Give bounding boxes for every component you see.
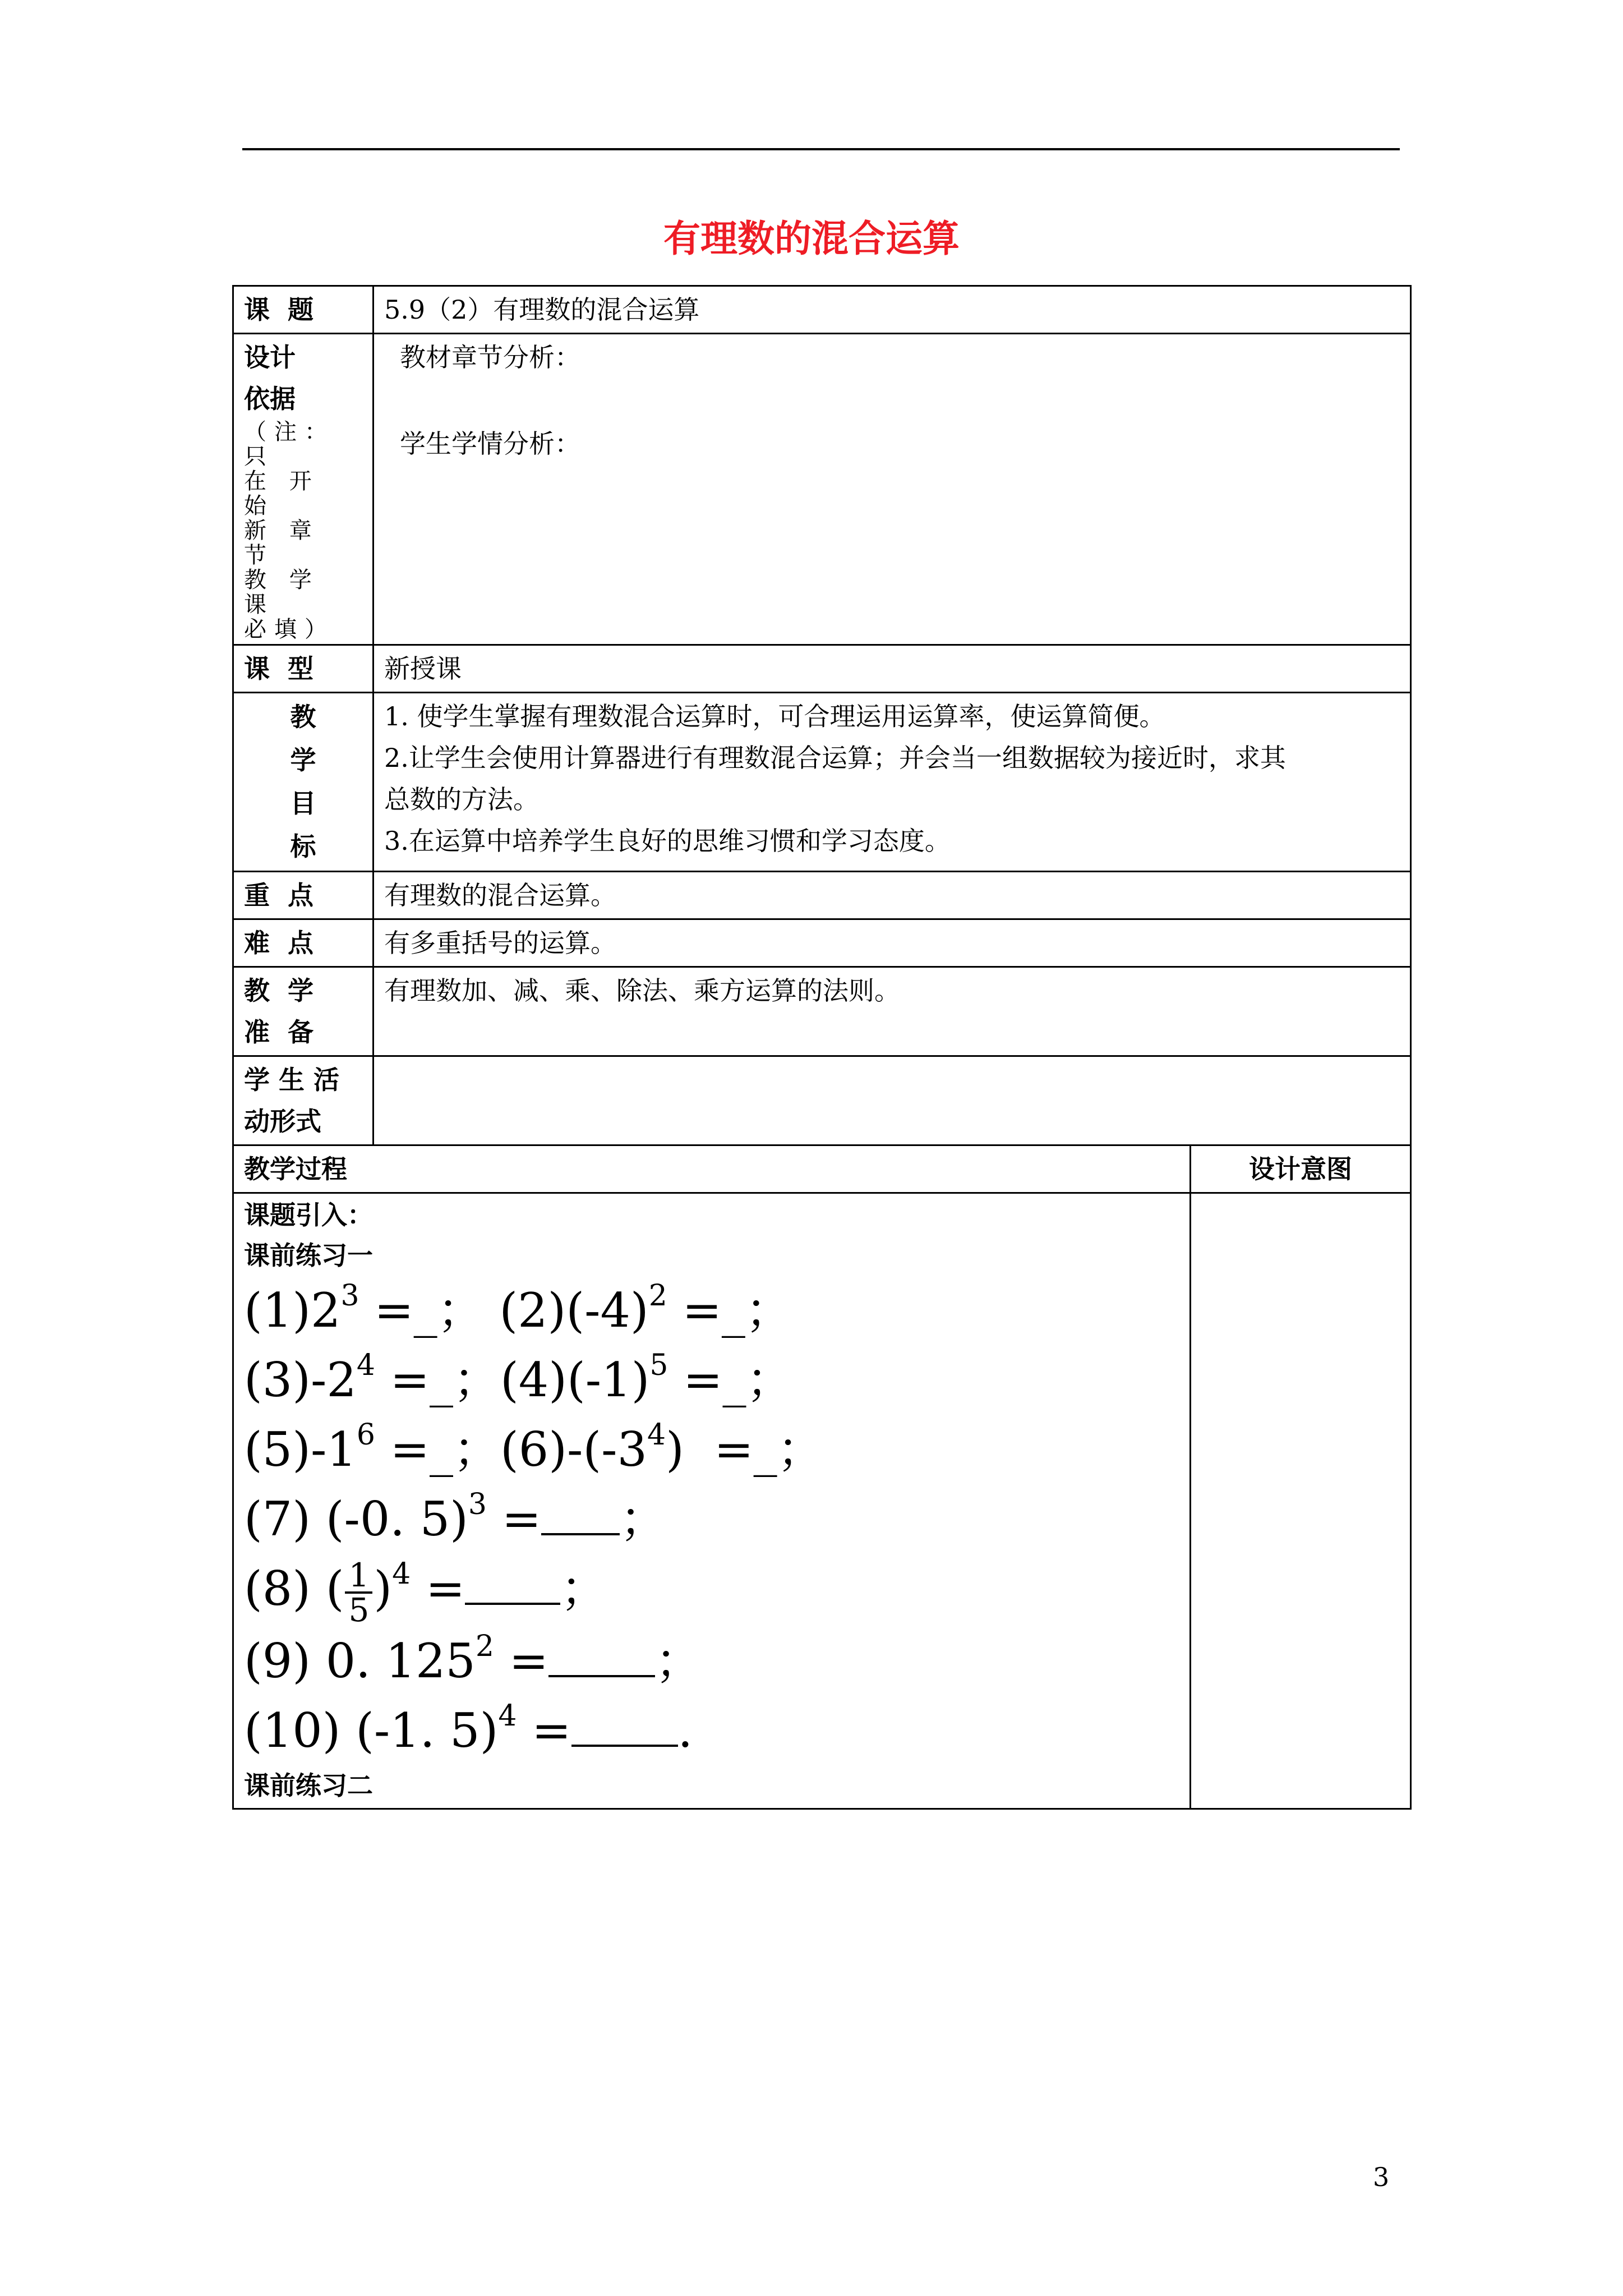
- lesson-plan-table: [232, 285, 1412, 1810]
- activity-value: [374, 1056, 1411, 1145]
- exercise-line: (7) (-0. 5)$^3$ = ；: [244, 1488, 667, 1547]
- design-intent-header: 设计意图: [1191, 1145, 1411, 1193]
- objective-item: 总数的方法。: [384, 784, 539, 815]
- answer-blank: [571, 1736, 678, 1747]
- objective-item: 3.在运算中培养学生良好的思维习惯和学习态度。: [384, 826, 951, 856]
- lesson-type-label: 课 型: [233, 645, 374, 693]
- objective-item: 1. 使学生掌握有理数混合运算时，可合理运用运算率，使运算简便。: [384, 701, 1165, 731]
- exercise-line: (8) ( $\frac{1}{5}$ )$^4$ = ；: [244, 1556, 608, 1629]
- practice-one-heading: 课前练习一: [244, 1240, 373, 1271]
- row-focus: [233, 872, 1411, 919]
- objectives-content: [374, 693, 1411, 872]
- exercise-line: (10) (-1. 5)$^4$ = .: [244, 1699, 693, 1758]
- difficulty-label: 难 点: [233, 919, 374, 967]
- exercise-line: $(5)-1^6$ =_；$(6)-(-3^4)$ =_；: [244, 1418, 824, 1477]
- topic-label: 课 题: [233, 286, 374, 334]
- lesson-type-value: 新授课: [374, 645, 1411, 693]
- row-activity: [233, 1056, 1411, 1145]
- page-number: 3: [1373, 2162, 1390, 2192]
- objectives-label: 教 学 目 标: [233, 693, 374, 872]
- objective-item: 2.让学生会使用计算器进行有理数混合运算；并会当一组数据较为接近时，求其: [384, 743, 1286, 773]
- design-intent-content: [1191, 1193, 1411, 1809]
- design-basis-label: 设计 依据 （注：只 在 开 始 新 章 节 教 学 课 必填）: [233, 334, 374, 645]
- row-preparation: [233, 967, 1411, 1056]
- row-lesson-type: [233, 645, 1411, 693]
- textbook-analysis: 教材章节分析：: [400, 342, 580, 372]
- row-process-body: [233, 1193, 1411, 1809]
- row-design-basis: [233, 334, 1411, 645]
- document-title: 有理数的混合运算: [663, 217, 960, 260]
- difficulty-value: 有多重括号的运算。: [374, 919, 1411, 967]
- exercise-line: (9) 0. $125^2$ = ；: [244, 1630, 703, 1688]
- topic-value: 5.9（2）有理数的混合运算: [374, 286, 1411, 334]
- focus-label: 重 点: [233, 872, 374, 919]
- answer-blank: [465, 1594, 560, 1605]
- exercise-line: $(3)-2^4$ =_；$(4)(-1)^5$ =_；: [244, 1349, 794, 1407]
- activity-label: 学 生 活 动形式: [233, 1056, 374, 1145]
- design-basis-content: [374, 334, 1411, 645]
- process-content: [233, 1193, 1191, 1809]
- student-analysis: 学生学情分析：: [400, 429, 580, 459]
- answer-blank: [548, 1666, 655, 1677]
- fraction: $\frac{1}{5}$: [345, 1559, 372, 1626]
- exercise-line: $(1)2^3$ =_； $(2)(-4)^2$ =_；: [244, 1279, 792, 1338]
- preparation-value: 有理数加、减、乘、除法、乘方运算的法则。: [374, 967, 1411, 1056]
- intro-heading: 课题引入：: [244, 1200, 373, 1230]
- row-process-header: [233, 1145, 1411, 1193]
- focus-value: 有理数的混合运算。: [374, 872, 1411, 919]
- preparation-label: 教 学 准 备: [233, 967, 374, 1056]
- row-difficulty: [233, 919, 1411, 967]
- process-header: 教学过程: [233, 1145, 1191, 1193]
- row-topic: [233, 286, 1411, 334]
- answer-blank: [541, 1524, 620, 1535]
- practice-two-heading: 课前练习二: [244, 1770, 373, 1801]
- header-rule: [242, 148, 1400, 150]
- row-objectives: [233, 693, 1411, 872]
